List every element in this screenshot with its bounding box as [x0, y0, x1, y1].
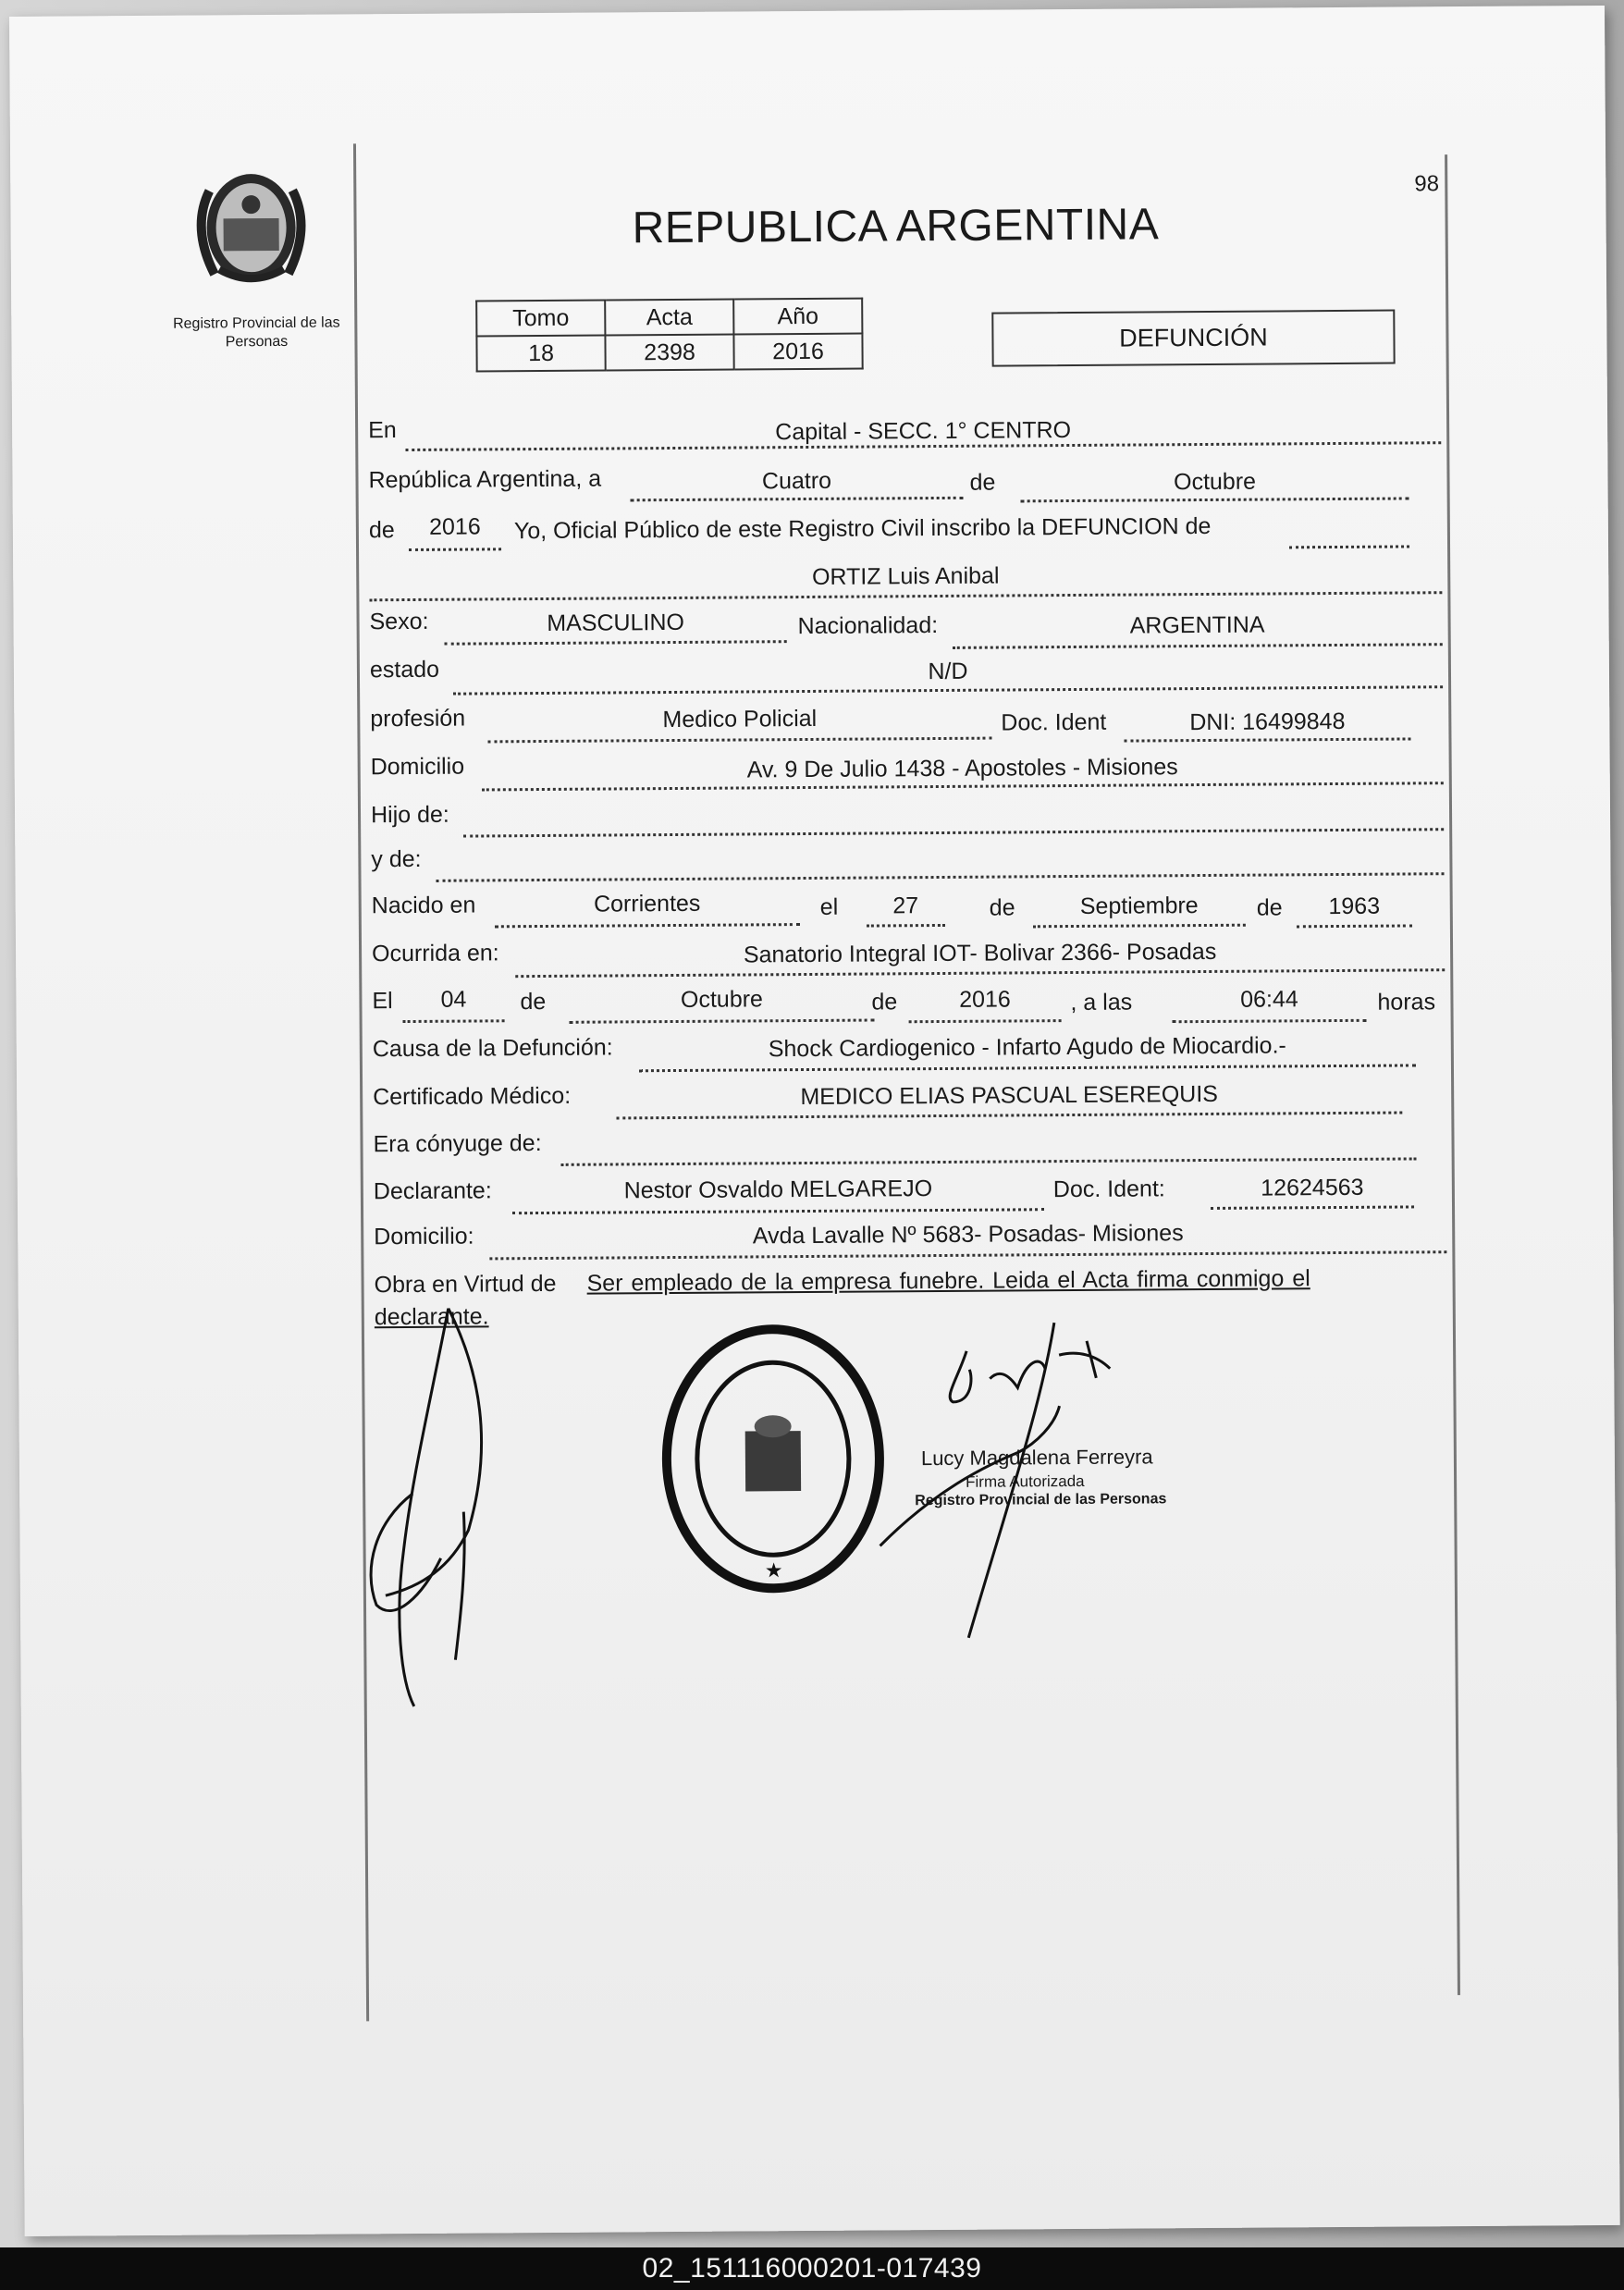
- field-certificado: MEDICO ELIAS PASCUAL ESEREQUIS: [800, 1080, 1219, 1111]
- field-causa: Shock Cardiogenico - Infarto Agudo de Miocardio.-: [768, 1032, 1286, 1063]
- field-domicilio: Av. 9 De Julio 1438 - Apostoles - Misiones: [746, 754, 1178, 783]
- label-de-def2: de: [871, 989, 898, 1016]
- dotted-line: [639, 1064, 1416, 1072]
- label-en: En: [368, 417, 397, 444]
- table-cell: 2398: [605, 335, 733, 371]
- dotted-line: [403, 1019, 505, 1023]
- field-nacido-anio: 1963: [1328, 893, 1381, 920]
- field-nacido-lugar: Corrientes: [593, 890, 701, 917]
- official-role: Firma Autorizada: [966, 1471, 1085, 1491]
- dotted-line: [445, 640, 787, 646]
- label-domicilio2: Domicilio:: [374, 1223, 474, 1250]
- dotted-line: [1211, 1205, 1414, 1210]
- field-def-dia: 04: [440, 986, 467, 1013]
- dotted-line: [867, 924, 945, 928]
- dotted-line: [616, 1112, 1402, 1120]
- label-de2: de: [368, 517, 395, 544]
- registry-name: Registro Provincial de las Personas: [172, 314, 340, 351]
- label-nacionalidad: Nacionalidad:: [797, 612, 939, 640]
- label-conyuge: Era cónyuge de:: [373, 1130, 542, 1158]
- act-type-box: DEFUNCIÓN: [991, 310, 1395, 367]
- dotted-line: [512, 1208, 1044, 1214]
- field-declarante-domicilio: Avda Lavalle Nº 5683- Posadas- Misiones: [752, 1220, 1184, 1250]
- table-cell: 2016: [733, 334, 862, 370]
- dotted-line: [1033, 924, 1246, 929]
- field-obra-text: Ser empleado de la empresa funebre. Leida el Acta firma conmigo el: [586, 1265, 1310, 1297]
- label-a-las: , a las: [1070, 989, 1133, 1016]
- field-hijo-de: [463, 798, 1444, 805]
- label-republica: República Argentina, a: [368, 465, 602, 494]
- label-el: el: [819, 893, 839, 920]
- label-de-def1: de: [520, 988, 547, 1016]
- field-def-hora: 06:44: [1240, 986, 1298, 1013]
- dotted-line: [570, 1018, 875, 1023]
- dotted-line: [561, 1157, 1417, 1165]
- page-number: 98: [1414, 171, 1440, 197]
- field-y-de: [436, 843, 1444, 850]
- field-lugar: Capital - SECC. 1° CENTRO: [775, 416, 1072, 446]
- field-conyuge: [560, 1127, 1416, 1133]
- dotted-line: [1173, 1019, 1367, 1023]
- dotted-line: [495, 923, 800, 928]
- field-dia-acta: Cuatro: [761, 467, 832, 495]
- left-margin-line: [353, 143, 369, 2021]
- stamp-seal-icon: [657, 1319, 890, 1598]
- dotted-line: [1289, 545, 1409, 548]
- label-domicilio: Domicilio: [370, 753, 465, 781]
- label-el2: El: [372, 988, 393, 1015]
- field-declarante-doc: 12624563: [1261, 1174, 1364, 1201]
- label-doc-ident2: Doc. Ident:: [1052, 1176, 1165, 1203]
- dotted-line: [487, 737, 991, 744]
- label-horas: horas: [1377, 989, 1436, 1016]
- label-doc-ident: Doc. Ident: [1001, 708, 1107, 736]
- field-anio-acta: 2016: [428, 513, 481, 540]
- official-name: Lucy Magdalena Ferreyra: [920, 1445, 1153, 1471]
- field-def-anio: 2016: [959, 986, 1011, 1013]
- footer-code: 02_151116000201-017439: [642, 2253, 982, 2284]
- label-declarante: Declarante:: [373, 1177, 492, 1205]
- svg-text:★: ★: [764, 1559, 783, 1583]
- field-declarante: Nestor Osvaldo MELGAREJO: [623, 1176, 933, 1204]
- dotted-line: [1021, 497, 1409, 502]
- label-hijo-de: Hijo de:: [370, 801, 449, 829]
- label-y-de: y de:: [371, 845, 422, 873]
- declarant-signature-icon: [356, 1289, 544, 1716]
- dotted-line: [953, 643, 1443, 649]
- table-header: Acta: [605, 300, 733, 336]
- document-page: [9, 6, 1620, 2236]
- dotted-line: [489, 1250, 1446, 1260]
- dotted-line: [1124, 737, 1410, 742]
- label-ocurrida-en: Ocurrida en:: [371, 940, 499, 967]
- table-header: Tomo: [476, 301, 605, 337]
- province-seal-icon: [181, 154, 321, 293]
- label-de-nac1: de: [989, 894, 1015, 921]
- field-nacionalidad: ARGENTINA: [1129, 611, 1265, 639]
- registry-table: [475, 298, 864, 373]
- label-sexo: Sexo:: [369, 608, 429, 635]
- label-de: de: [969, 469, 996, 496]
- official-org: Registro Provincial de las Personas: [915, 1491, 1167, 1509]
- dotted-line: [909, 1019, 1062, 1023]
- field-estado: N/D: [928, 658, 968, 685]
- field-nacido-mes: Septiembre: [1079, 893, 1199, 919]
- field-doc: DNI: 16499848: [1189, 708, 1346, 736]
- table-header: Año: [733, 299, 862, 335]
- label-obra: Obra en Virtud de: [374, 1270, 557, 1299]
- label-yo: Yo, Oficial Público de este Registro Civil inscribo la DEFUNCION de: [513, 512, 1212, 545]
- dotted-line: [409, 548, 501, 551]
- field-sexo: MASCULINO: [547, 609, 685, 636]
- dotted-line: [515, 968, 1445, 978]
- field-mes-acta: Octubre: [1173, 468, 1257, 496]
- dotted-line: [437, 872, 1445, 882]
- official-stamp: [657, 1319, 890, 1598]
- field-difunto: ORTIZ Luis Anibal: [811, 562, 1000, 590]
- label-nacido-en: Nacido en: [371, 892, 476, 919]
- official-signature-icon: [869, 1312, 1187, 1647]
- table-cell: 18: [476, 336, 605, 372]
- dotted-line: [1297, 924, 1412, 928]
- dotted-line: [463, 828, 1444, 837]
- label-de-nac2: de: [1256, 894, 1283, 921]
- field-def-mes: Octubre: [680, 986, 764, 1013]
- label-certificado: Certificado Médico:: [373, 1082, 572, 1111]
- label-profesion: profesión: [370, 705, 466, 733]
- field-ocurrida: Sanatorio Integral IOT- Bolivar 2366- Posadas: [743, 938, 1217, 968]
- label-obra-end: declarante.: [374, 1303, 489, 1331]
- page-title: REPUBLICA ARGENTINA: [632, 200, 1160, 253]
- right-margin-line: [1445, 154, 1460, 1995]
- dotted-line: [631, 497, 964, 502]
- field-nacido-dia: 27: [892, 893, 919, 919]
- field-profesion: Medico Policial: [662, 705, 818, 733]
- label-estado: estado: [369, 656, 440, 683]
- label-causa: Causa de la Defunción:: [372, 1034, 613, 1063]
